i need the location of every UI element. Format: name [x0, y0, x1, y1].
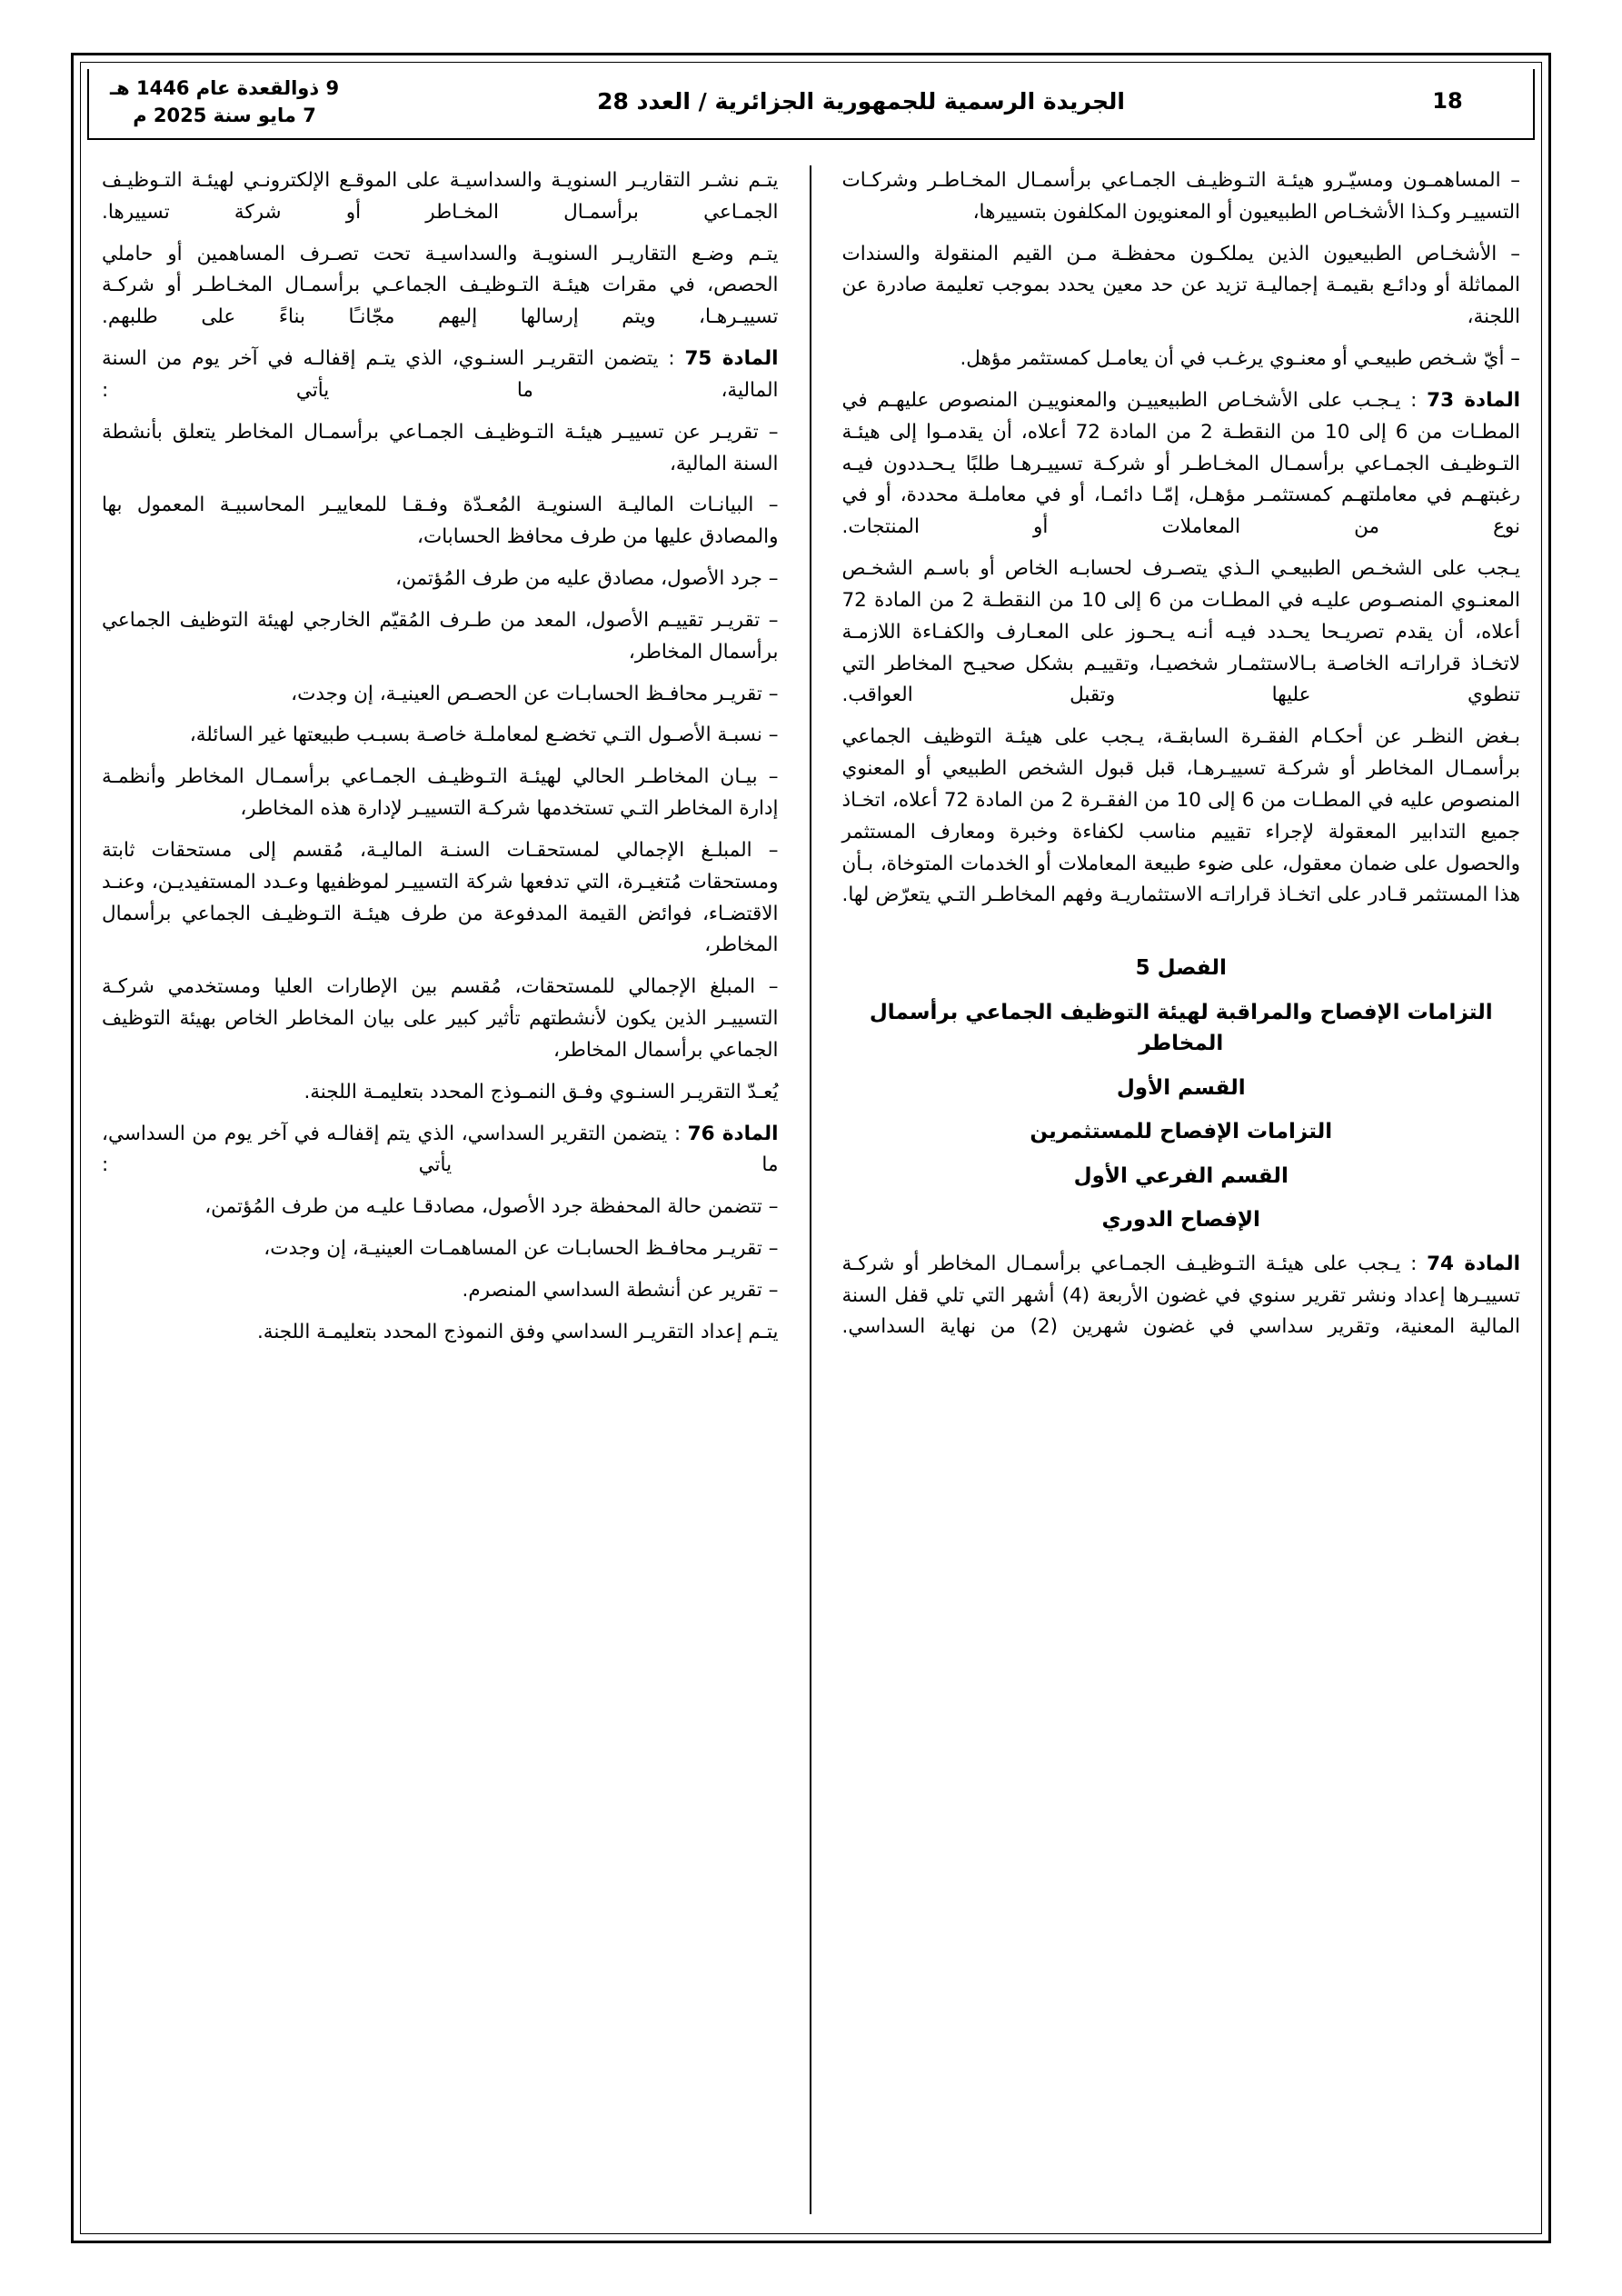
article-73: المادة 73 : يـجـب على الأشخـاص الطبيعييـن والمعنوييـن المنصوص عليهـم في المطـات من 6 إلى 10 من النقطـة 2 من المادة 72 أعلاه، أن يقدمـوا إلى هيئـة التـوظيـف الجمـاعي برأسمـال المخـاطـر أو شركـة تسييـرهـا طلبًا يـحـددون فيـه رغبتهـم في معاملتهـم كمستثمـر مؤهـل، إمّـا دائمـا، أو في معاملـة محددة، أو في نوع من المعاملات أو المنتجات.: [841, 388, 1521, 539]
paragraph: – أيّ شـخص طبيعـي أو معنـوي يرغـب في أن يعامـل كمستثمر مؤهل.: [960, 347, 1520, 371]
list-item: – تقريـر عن تسييـر هيئـة التـوظيـف الجمـاعي برأسمـال المخاطر يتعلق بأنشطة السنة المالية،: [102, 420, 779, 475]
column-right: [811, 165, 1521, 2214]
list-item: – تتضمن حالة المحفظة جرد الأصول، مصادقـا عليـه من طرف المُؤتمن،: [204, 1195, 779, 1219]
list-item: – تقريـر محافـظ الحسابـات عن المساهمـات العينيـة، إن وجدت،: [264, 1237, 779, 1261]
heading-subsection-1: القسم الفرعي الأول: [1073, 1163, 1289, 1188]
page-number: 18: [1362, 69, 1535, 140]
journal-title: الجريدة الرسمية للجمهورية الجزائرية / العدد 28: [360, 69, 1362, 140]
heading-subsection-1-title: الإفصاح الدوري: [1101, 1208, 1260, 1233]
heading-chapter-5: الفصل 5: [1135, 956, 1227, 981]
paragraph: يـجب على الشخـص الطبيعـي الـذي يتصـرف لحسابـه الخاص أو باسـم الشخـص المعنـوي المنصـوص عليـه في المطـات من 6 إلى 10 من النقطـة 2 من المادة 72 أعلاه، أن يقدم تصريـحا يحـدد فيـه أنـه يـحـوز على المعـارف والكفـاءة اللازمـة لاتخـاذ قراراتـه الخاصـة بـالاستثمـار شخصيـا، وتقييـم بشكل صحيـح المخاطر التي تنطوي عليها وتقبل العواقب.: [841, 557, 1520, 707]
paragraph: يتـم وضـع التقاريـر السنويـة والسداسيـة تحت تصـرف المساهمين أو حاملي الحصص، في مقرات هيئـة التـوظيـف الجماعـي برأسمـال المخـاطـر أو شركـة تسييـرهـا، ويتم إرسالها إليهم مجّانـًا بناءً على طلبهم.: [102, 242, 779, 329]
article-75: المادة 75 : يتضمن التقريـر السنـوي، الذي يتـم إقفالـه في آخر يوم من السنة المالية، ما يأتي :: [102, 347, 779, 402]
list-item: – بيـان المخاطـر الحالي لهيئـة التـوظيـف الجمـاعي برأسمـال المخاطر وأنظمـة إدارة المخاطر التـي تستخدمها شركـة التسييـر لإدارة هذه المخاطر،: [102, 765, 779, 821]
date-hijri: 9 ذوالقعدة عام 1446 هـ: [109, 76, 340, 99]
list-item: – تقرير عن أنشطة السداسي المنصرم.: [462, 1278, 779, 1302]
paragraph: يتـم نشـر التقاريـر السنويـة والسداسيـة على الموقـع الإلكترونـي لهيئـة التـوظيـف الجمـاعي برأسمـال المخـاطر أو شركة تسييرها.: [102, 169, 779, 224]
column-left: [102, 165, 811, 2214]
paragraph: يتـم إعداد التقريـر السداسي وفق النموذج المحدد بتعليمـة اللجنة.: [256, 1320, 779, 1343]
heading-section-1: القسم الأول: [1116, 1075, 1246, 1100]
date-gregorian: 7 مايو سنة 2025 م: [133, 105, 316, 126]
article-74: المادة 74 : يـجب على هيئـة التـوظيـف الجمـاعي برأسمـال المخاطر أو شركـة تسييـرها إعداد ونشر تقرير سنوي في غضون الأربعة (4) أشهر التي تلي قفل السنة المالية المعنية، وتقرير سداسي في غضون شهرين (2) من نهاية السداسي.: [841, 1252, 1520, 1339]
paragraph: بـغض النظـر عن أحكـام الفقـرة السابقـة، يـجب على هيئـة التوظيف الجماعي برأسمـال المخاطر أو شركـة تسييـرهـا، قبل قبول الشخص الطبيعي أو المعنوي المنصوص عليه في المطـات من 6 إلى 10 من الفقـرة 2 من المادة 72 أعلاه، اتخـاذ جميع التدابير المعقولة لإجراء تقييم مناسب لكفاءة وخبرة ومعارف المستثمر والحصول على ضمان معقول، على ضوء طبيعة المعاملات أو الخدمات المتوخاة، بـأن هذا المستثمر قـادر على اتخـاذ قراراتـه الاستثماريـة وفهم المخاطـر التـي يتعرّض لها.: [841, 725, 1520, 907]
paragraph: – المساهمـون ومسيّـرو هيئـة التـوظيـف الجمـاعي برأسمـال المخـاطـر وشركـات التسييـر وكـذا الأشخـاص الطبيعيون أو المعنويون المكلفون بتسييرها،: [841, 169, 1520, 224]
list-item: – تقريـر تقييـم الأصول، المعد من طـرف المُقيّم الخارجي لهيئة التوظيف الجماعي برأسمال المخاطر،: [102, 608, 779, 664]
list-item: – جرد الأصول، مصادق عليه من طرف المُؤتمن،: [395, 567, 779, 591]
page-body: [102, 165, 1520, 2214]
list-item: – البيانـات الماليـة السنويـة المُعـدّة وفـقـا للمعاييـر المحاسبيـة المعمول بها والمصادق عليها من طرف محافظ الحسابات،: [102, 494, 779, 549]
page-header: [87, 69, 1535, 140]
paragraph: يُعـدّ التقريـر السنـوي وفـق النمـوذج المحدد بتعليمـة اللجنة.: [304, 1080, 779, 1103]
list-item: – تقريـر محافـظ الحسابـات عن الحصـص العينيـة، إن وجدت،: [291, 682, 779, 705]
list-item: – المبلـغ الإجمالي لمستحقـات السنـة الماليـة، مُقسم إلى مستحقات ثابتة ومستحقات مُتغيـرة، التي تدفعها شركة التسييـر لموظفيها وعـدد المستفيديـن، وعنـد الاقتضـاء، فوائض القيمة المدفوعة من طرف هيئـة التـوظيـف الجماعي برأسمال المخاطر،: [102, 838, 779, 957]
article-76: المادة 76 : يتضمن التقرير السداسي، الذي يتم إقفالـه في آخر يوم من السداسي، ما يأتي :: [102, 1122, 779, 1177]
paragraph: – الأشخـاص الطبيعيون الذين يملكـون محفظـة مـن القيم المنقولة والسندات المماثلة أو ودائـع بقيمـة إجماليـة تزيد عن حد معين يحدد بموجب تعليمة صادرة عن اللجنة،: [841, 242, 1520, 329]
list-item: – نسبـة الأصـول التـي تخضـع لمعاملـة خاصـة بسبـب طبيعتها غير السائلة،: [189, 724, 779, 747]
header-date: [87, 69, 360, 140]
heading-section-1-title: التزامات الإفصاح للمستثمرين: [1030, 1120, 1333, 1144]
list-item: – المبلغ الإجمالي للمستحقات، مُقسم بين الإطارات العليا ومستخدمي شركـة التسييـر الذين يكون لأنشطتهم تأثير كبير على بيان المخاطر الخاص بهيئة التوظيف الجماعي برأسمال المخاطر،: [102, 975, 779, 1062]
heading-chapter-5-title: التزامات الإفصاح والمراقبة لهيئة التوظيف الجماعي برأسمال المخاطر: [869, 1000, 1493, 1056]
